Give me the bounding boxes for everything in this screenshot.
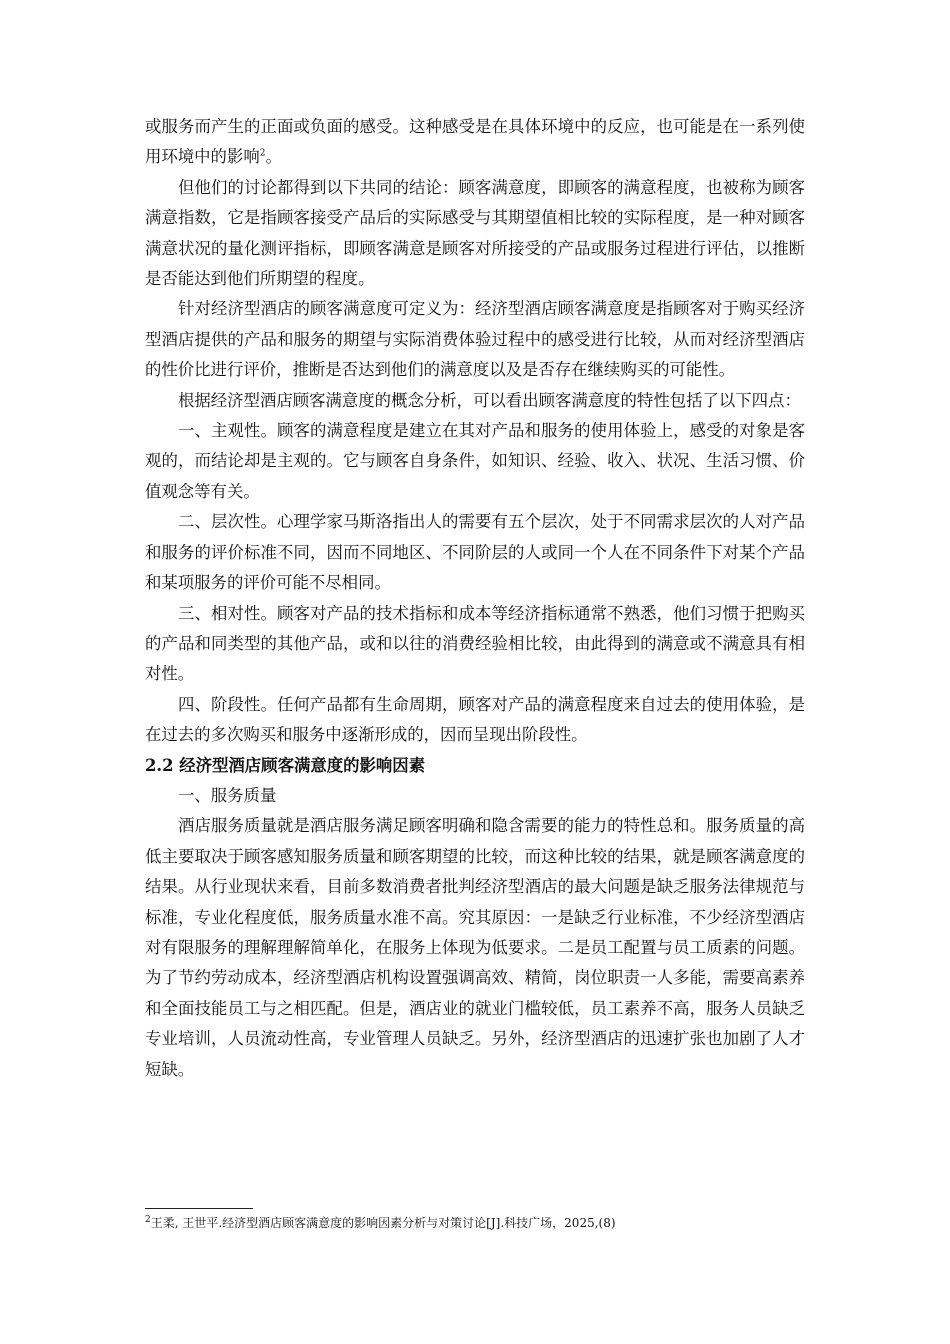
document-body	[145, 112, 805, 1085]
subheading-service-quality: 一、服务质量	[178, 785, 277, 805]
footnote-number: 2	[145, 1215, 151, 1225]
section-heading: 2.2 经济型酒店顾客满意度的影响因素	[145, 755, 426, 775]
footnote	[145, 1215, 616, 1231]
footnote-ref[interactable]: 2	[259, 148, 266, 159]
paragraph-service-quality: 酒店服务质量就是酒店服务满足顾客明确和隐含需要的能力的特性总和。服务质量的高低主要取决于顾客感知服务质量和顾客期望的比较，而这种比较的结果，就是顾客满意度的结果。从行业现状来看，目前多数消费者批判经济型酒店的最大问题是缺乏服务法律规范与标准，专业化程度低，服务质量水准不高。究其原因：一是缺乏行业标准，不少经济型酒店对有限服务的理解理解简单化，在服务上体现为低要求。二是员工配置与员工质素的问题。为了节约劳动成本，经济型酒店机构设置强调高效、精简，岗位职责一人多能，需要高素养和全面技能员工与之相匹配。但是，酒店业的就业门槛较低，员工素养不高，服务人员缺乏专业培训，人员流动性高，专业管理人员缺乏。另外，经济型酒店的迅速扩张也加剧了人才短缺。	[145, 816, 805, 1079]
paragraph-characteristics-intro: 根据经济型酒店顾客满意度的概念分析，可以看出顾客满意度的特性包括了以下四点：	[178, 390, 801, 410]
footnote-text: 王柔, 王世平.经济型酒店顾客满意度的影响因素分析与对策讨论[J].科技广场，2025,(8)	[150, 1216, 616, 1230]
paragraph-continuation	[145, 112, 805, 173]
paragraph-definition: 针对经济型酒店的顾客满意度可定义为：经济型酒店顾客满意度是指顾客对于购买经济型酒店提供的产品和服务的期望与实际消费体验过程中的感受进行比较，从而对经济型酒店的性价比进行评价，推断是否达到他们的满意度以及是否存在继续购买的可能性。	[145, 299, 805, 380]
paragraph-relativity: 三、相对性。顾客对产品的技术指标和成本等经济指标通常不熟悉，他们习惯于把购买的产品和同类型的其他产品，或和以往的消费经验相比较，由此得到的满意或不满意具有相对性。	[145, 603, 805, 684]
paragraph-subjectivity: 一、主观性。顾客的满意程度是建立在其对产品和服务的使用体验上，感受的对象是客观的，而结论却是主观的。它与顾客自身条件，如知识、经验、收入、状况、生活习惯、价值观念等有关。	[145, 421, 805, 501]
paragraph-tail: 。	[265, 147, 282, 167]
footnote-divider	[145, 1208, 253, 1209]
paragraph-stage: 四、阶段性。任何产品都有生命周期，顾客对产品的满意程度来自过去的使用体验，是在过去的多次购买和服务中逐渐形成的，因而呈现出阶段性。	[145, 694, 805, 745]
paragraph-text: 或服务而产生的正面或负面的感受。这种感受是在具体环境中的反应，也可能是在一系列使用环境中的影响	[145, 117, 805, 167]
paragraph-conclusion: 但他们的讨论都得到以下共同的结论：顾客满意度，即顾客的满意程度，也被称为顾客满意指数，它是指顾客接受产品后的实际感受与其期望值相比较的实际程度，是一种对顾客满意状况的量化测评指标，即顾客满意是顾客对所接受的产品或服务过程进行评估，以推断是否能达到他们所期望的程度。	[145, 177, 805, 289]
paragraph-hierarchy: 二、层次性。心理学家马斯洛指出人的需要有五个层次，处于不同需求层次的人对产品和服务的评价标准不同，因而不同地区、不同阶层的人或同一个人在不同条件下对某个产品和某项服务的评价可能不尽相同。	[145, 512, 805, 593]
